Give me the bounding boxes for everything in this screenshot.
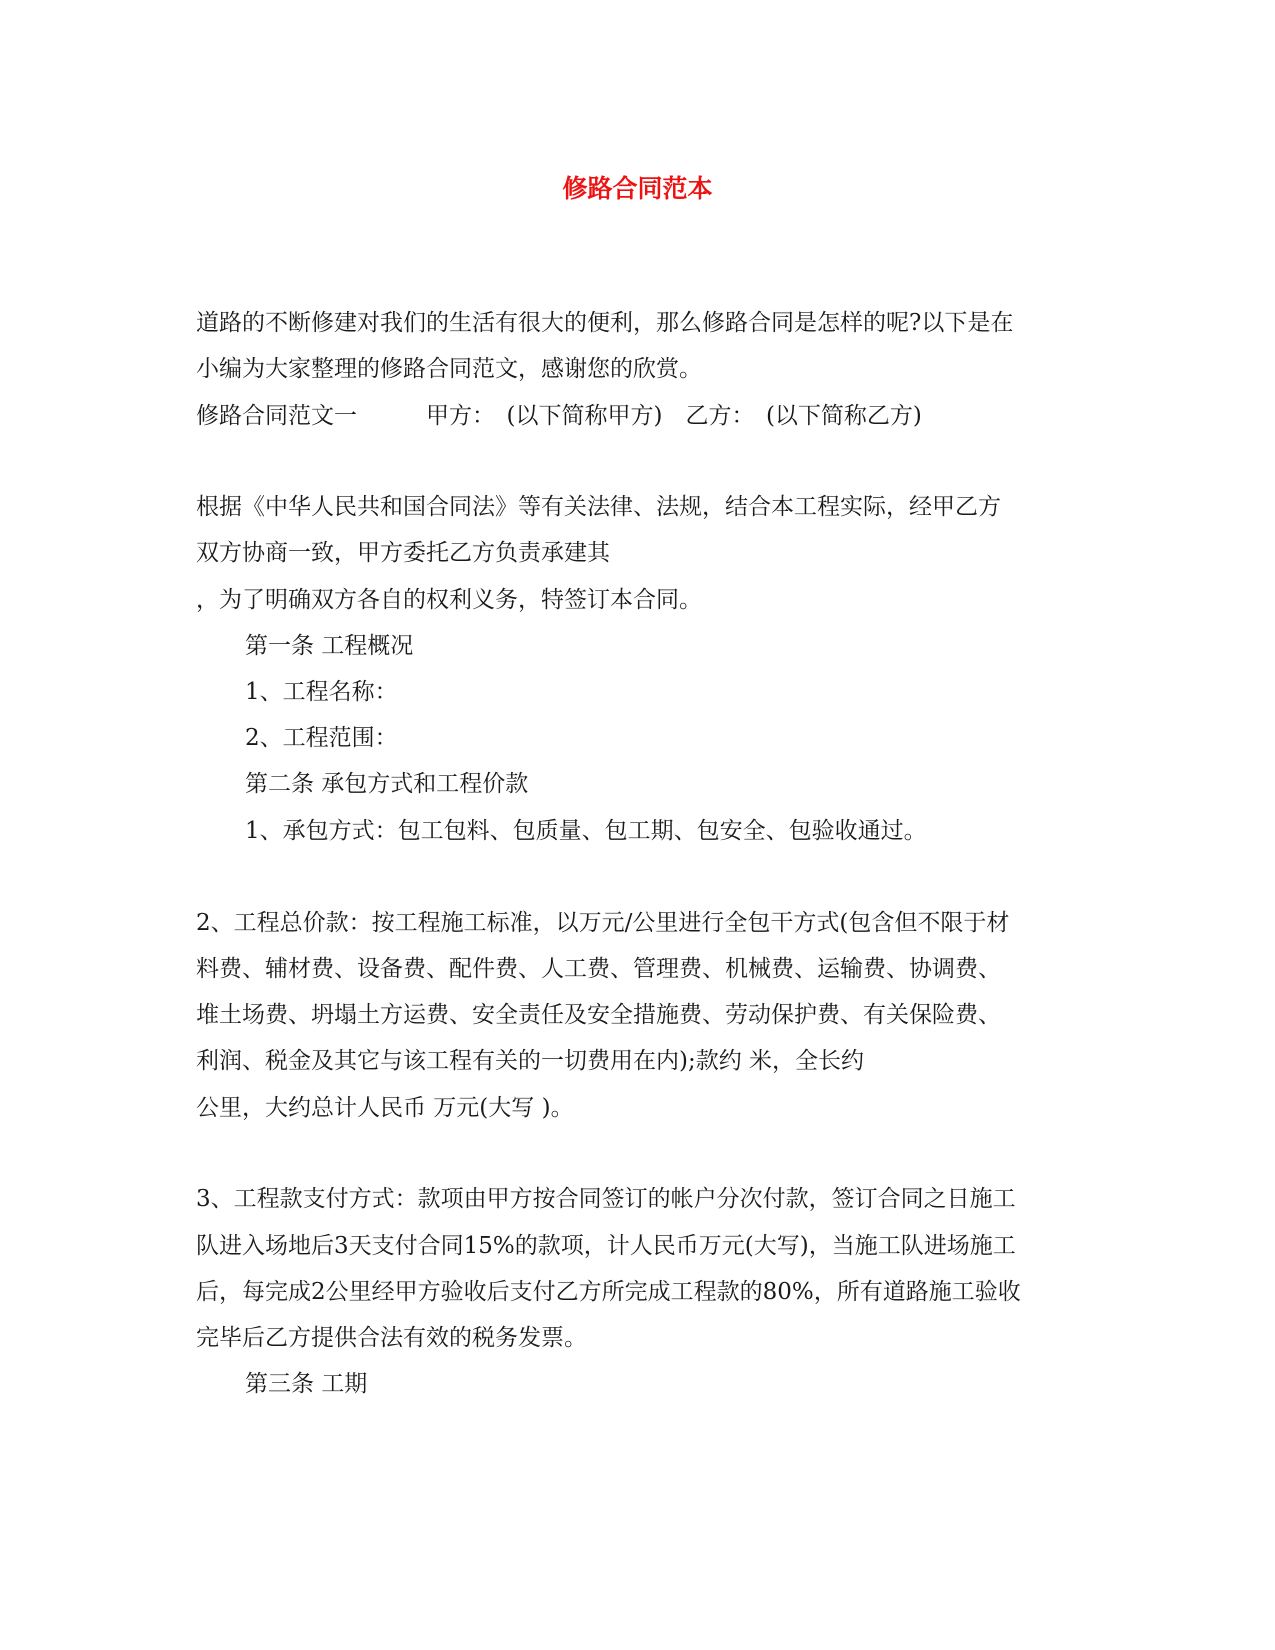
total-price-line-4: 利润、税金及其它与该工程有关的一切费用在内);款约 米，全长约 [196,1048,865,1074]
project-scope-item: 2、工程范围： [245,725,398,751]
basis-line-1: 根据《中华人民共和国合同法》等有关法律、法规，结合本工程实际，经甲乙方 [196,494,1001,520]
payment-line-1: 3、工程款支付方式：款项由甲方按合同签订的帐户分次付款，签订合同之日施工 [196,1186,1016,1212]
total-price-line-2: 料费、辅材费、设备费、配件费、人工费、管理费、机械费、运输费、协调费、 [196,956,1001,982]
total-price-line-5: 公里，大约总计人民币 万元(大写 )。 [196,1095,574,1121]
payment-line-3: 后，每完成2公里经甲方验收后支付乙方所完成工程款的80%，所有道路施工验收 [196,1279,1021,1305]
total-price-line-1: 2、工程总价款：按工程施工标准，以万元/公里进行全包干方式(包含但不限于材 [196,910,1010,936]
article-2-heading: 第二条 承包方式和工程价款 [245,771,529,797]
document-title: 修路合同范本 [562,174,713,203]
payment-line-4: 完毕后乙方提供合法有效的税务发票。 [196,1325,587,1351]
article-1-heading: 第一条 工程概况 [245,633,414,659]
article-3-heading: 第三条 工期 [245,1371,368,1397]
contract-method-item: 1、承包方式：包工包料、包质量、包工期、包安全、包验收通过。 [245,818,927,844]
basis-line-2: 双方协商一致，甲方委托乙方负责承建其 [196,540,610,566]
payment-line-2: 队进入场地后3天支付合同15%的款项，计人民币万元(大写)，当施工队进场施工 [196,1233,1016,1259]
intro-line-1: 道路的不断修建对我们的生活有很大的便利，那么修路合同是怎样的呢?以下是在 [196,310,1014,336]
basis-line-3: ，为了明确双方各自的权利义务，特签订本合同。 [196,587,702,613]
total-price-line-3: 堆土场费、坍塌土方运费、安全责任及安全措施费、劳动保护费、有关保险费、 [196,1002,1001,1028]
intro-line-2: 小编为大家整理的修路合同范文，感谢您的欣赏。 [196,356,702,382]
project-name-item: 1、工程名称： [245,679,398,705]
parties-line: 修路合同范文一 甲方： (以下简称甲方) 乙方： (以下简称乙方) [196,403,922,429]
